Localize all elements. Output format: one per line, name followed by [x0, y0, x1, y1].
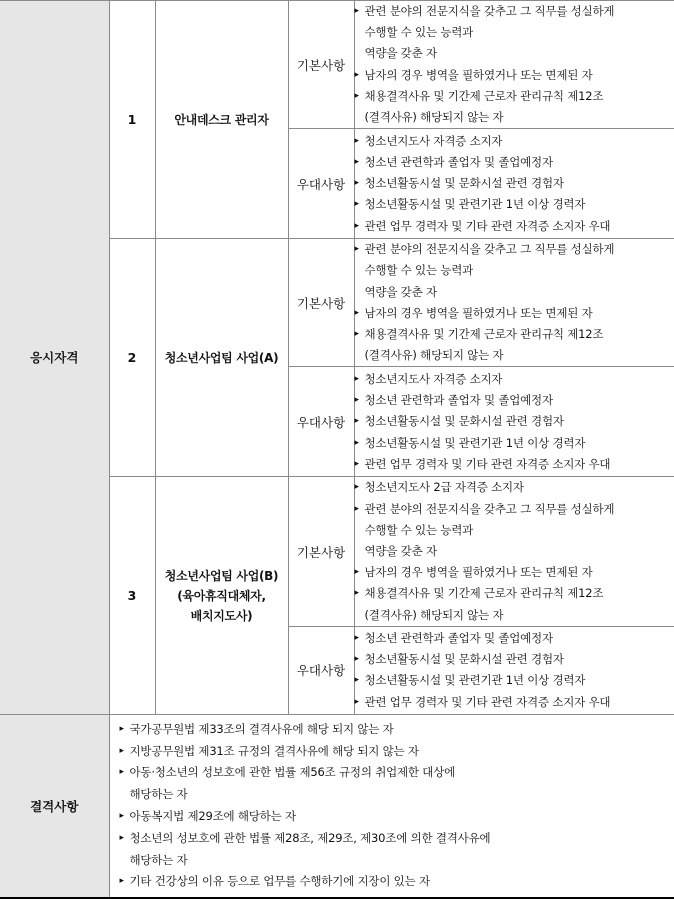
- preferred-qualifications-cell: [354, 129, 674, 239]
- basic-requirements-cell: [354, 1, 674, 129]
- basic-requirements-label: 기본사항: [288, 1, 354, 129]
- preferred-qualifications-label: 우대사항: [288, 129, 354, 239]
- bullet-item: ▸ 청소년지도사 자격증 소지자: [355, 131, 674, 152]
- disqualification-header: 결격사항: [0, 714, 109, 898]
- bullet-item: ▸ 관련 분야의 전문지식을 갖추고 그 직무를 성실하게 수행할 수 있는 능력과 역량을 갖춘 자: [355, 499, 674, 563]
- preferred-qualifications-label: 우대사항: [288, 367, 354, 477]
- bullet-list: [355, 239, 674, 366]
- bullet-item: ▸ 관련 분야의 전문지식을 갖추고 그 직무를 성실하게 수행할 수 있는 능력과 역량을 갖춘 자: [355, 239, 674, 303]
- bullet-item: ▸ 채용결격사유 및 기간제 근로자 관리규칙 제12조 (결격사유) 해당되지 않는 자: [355, 324, 674, 366]
- bullet-item: ▸ 남자의 경우 병역을 필하였거나 또는 면제된 자: [355, 562, 674, 583]
- disqualification-cell: [109, 714, 674, 898]
- bullet-item: ▸ 국가공무원법 제33조의 결격사유에 해당 되지 않는 자: [120, 719, 669, 741]
- position-name: [155, 477, 288, 714]
- basic-requirements-cell: [354, 239, 674, 367]
- bullet-list: [355, 628, 674, 713]
- bullet-list: [120, 719, 669, 893]
- position-name-line: 청소년사업팀 사업(B): [156, 566, 288, 586]
- bullet-item: ▸ 청소년활동시설 및 관련기관 1년 이상 경력자: [355, 670, 674, 691]
- position-number: 3: [109, 477, 155, 714]
- preferred-qualifications-cell: [354, 367, 674, 477]
- qualification-header: 응시자격: [0, 1, 109, 715]
- bullet-item: ▸ 지방공무원법 제31조 규정의 결격사유에 해당 되지 않는 자: [120, 741, 669, 763]
- bullet-list: [355, 1, 674, 128]
- bullet-item: ▸ 관련 업무 경력자 및 기타 관련 자격증 소지자 우대: [355, 454, 674, 475]
- position-number: 1: [109, 1, 155, 239]
- bullet-list: [355, 477, 674, 625]
- position-number: 2: [109, 239, 155, 477]
- bullet-item: ▸ 관련 분야의 전문지식을 갖추고 그 직무를 성실하게 수행할 수 있는 능력과 역량을 갖춘 자: [355, 1, 674, 65]
- bullet-item: ▸ 청소년활동시설 및 문화시설 관련 경험자: [355, 411, 674, 432]
- bullet-list: [355, 131, 674, 237]
- preferred-qualifications-cell: [354, 626, 674, 714]
- preferred-qualifications-label: 우대사항: [288, 626, 354, 714]
- basic-requirements-label: 기본사항: [288, 239, 354, 367]
- position-name: 안내데스크 관리자: [155, 1, 288, 239]
- bullet-item: ▸ 기타 건강상의 이유 등으로 업무를 수행하기에 지장이 있는 자: [120, 871, 669, 893]
- position-1-basic-row: [0, 1, 674, 129]
- bullet-item: ▸ 청소년지도사 자격증 소지자: [355, 369, 674, 390]
- position-name-line: 배치지도사): [156, 606, 288, 626]
- bullet-item: ▸ 아동복지법 제29조에 해당하는 자: [120, 806, 669, 828]
- bullet-item: ▸ 청소년활동시설 및 관련기관 1년 이상 경력자: [355, 194, 674, 215]
- position-name: 청소년사업팀 사업(A): [155, 239, 288, 477]
- bullet-item: ▸ 아동·청소년의 성보호에 관한 법률 제56조 규정의 취업제한 대상에 해당하는 자: [120, 762, 669, 806]
- disqualification-row: [0, 714, 674, 898]
- basic-requirements-cell: [354, 477, 674, 626]
- basic-requirements-label: 기본사항: [288, 477, 354, 626]
- bullet-item: ▸ 청소년의 성보호에 관한 법률 제28조, 제29조, 제30조에 의한 결격사유에 해당하는 자: [120, 828, 669, 872]
- bullet-item: ▸ 채용결격사유 및 기간제 근로자 관리규칙 제12조 (결격사유) 해당되지 않는 자: [355, 583, 674, 625]
- bullet-item: ▸ 청소년 관련학과 졸업자 및 졸업예정자: [355, 390, 674, 411]
- bullet-list: [355, 369, 674, 475]
- bullet-item: ▸ 청소년 관련학과 졸업자 및 졸업예정자: [355, 628, 674, 649]
- bullet-item: ▸ 청소년 관련학과 졸업자 및 졸업예정자: [355, 152, 674, 173]
- position-name-line: (육아휴직대체자,: [156, 586, 288, 606]
- bullet-item: ▸ 관련 업무 경력자 및 기타 관련 자격증 소지자 우대: [355, 216, 674, 237]
- bullet-item: ▸ 청소년지도사 2급 자격증 소지자: [355, 477, 674, 498]
- bullet-item: ▸ 남자의 경우 병역을 필하였거나 또는 면제된 자: [355, 303, 674, 324]
- bullet-item: ▸ 청소년활동시설 및 문화시설 관련 경험자: [355, 649, 674, 670]
- bullet-item: ▸ 청소년활동시설 및 관련기관 1년 이상 경력자: [355, 433, 674, 454]
- bullet-item: ▸ 청소년활동시설 및 문화시설 관련 경험자: [355, 173, 674, 194]
- bullet-item: ▸ 채용결격사유 및 기간제 근로자 관리규칙 제12조 (결격사유) 해당되지 않는 자: [355, 86, 674, 128]
- bullet-item: ▸ 관련 업무 경력자 및 기타 관련 자격증 소지자 우대: [355, 692, 674, 713]
- bullet-item: ▸ 남자의 경우 병역을 필하였거나 또는 면제된 자: [355, 65, 674, 86]
